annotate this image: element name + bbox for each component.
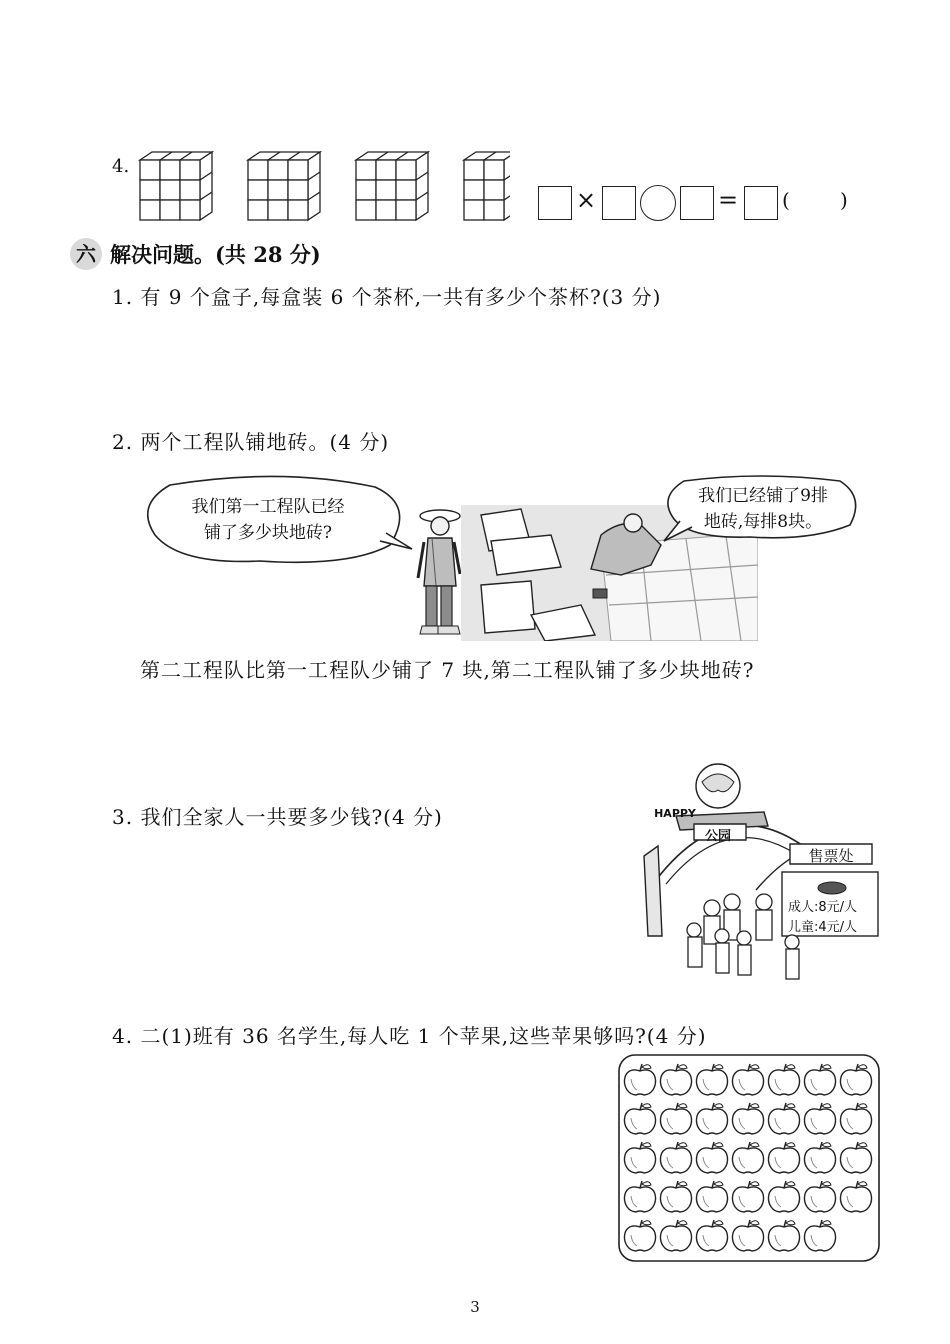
bubble-right-line-2: 地砖,每排8块。 (703, 512, 823, 532)
question-3-text: 3. 我们全家人一共要多少钱?(4 分) (112, 805, 443, 829)
question-number: 4. (112, 156, 130, 177)
question-2-followup: 第二工程队比第一工程队少铺了 7 块,第二工程队铺了多少块地砖? (140, 658, 755, 682)
answer-box-2[interactable] (602, 186, 636, 220)
section-title: 解决问题。(共 28 分) (110, 242, 321, 267)
park-sign-happy: HAPPY (654, 807, 696, 820)
bubble-left-line-1: 我们第一工程队已经 (191, 497, 345, 517)
unit-blank[interactable] (800, 190, 832, 216)
operator-circle[interactable] (640, 185, 676, 221)
standing-worker-illustration (410, 508, 466, 643)
cube-stack-1 (140, 152, 212, 220)
answer-box-4[interactable] (744, 186, 778, 220)
park-name: 公园 (704, 829, 731, 844)
cube-stack-4 (464, 152, 510, 220)
section-number-badge: 六 (70, 238, 102, 270)
park-gate-illustration (636, 760, 880, 990)
price-child: 儿童:4元/人 (788, 920, 858, 935)
question-1-answer-area[interactable] (140, 318, 880, 413)
question-4-answer-area[interactable] (140, 1060, 600, 1260)
ticket-office-sign: 售票处 (808, 847, 854, 865)
paren-open: ( (782, 188, 790, 212)
bubble-right-line-1: 我们已经铺了9排 (698, 486, 828, 506)
answer-box-1[interactable] (538, 186, 572, 220)
bubble-left-text (148, 494, 388, 546)
cube-stacks-figure (130, 148, 510, 228)
equals-sign: = (718, 186, 739, 214)
question-4-text: 4. 二(1)班有 36 名学生,每人吃 1 个苹果,这些苹果够吗?(4 分) (112, 1024, 707, 1048)
bubble-left-line-2: 铺了多少块地砖? (203, 523, 333, 543)
page-number: 3 (470, 1298, 480, 1316)
paren-close: ) (840, 188, 848, 212)
bubble-right-text (668, 483, 858, 535)
price-adult: 成人:8元/人 (788, 900, 858, 915)
question-2-text: 2. 两个工程队铺地砖。(4 分) (112, 430, 390, 454)
times-sign: × (576, 186, 597, 214)
cube-stack-2 (248, 152, 320, 220)
question-1-text: 1. 有 9 个盒子,每盒装 6 个茶杯,一共有多少个茶杯?(3 分) (112, 285, 662, 309)
apple-grid-figure (618, 1054, 880, 1262)
answer-box-3[interactable] (680, 186, 714, 220)
cube-stack-3 (356, 152, 428, 220)
question-3-answer-area[interactable] (140, 840, 610, 990)
